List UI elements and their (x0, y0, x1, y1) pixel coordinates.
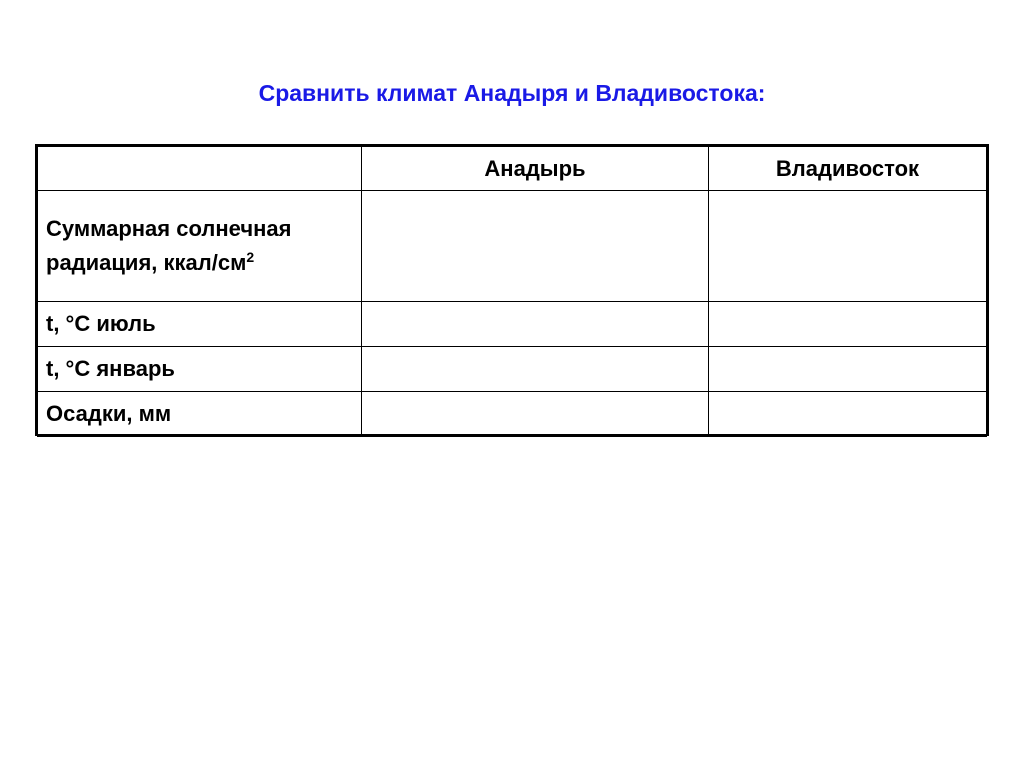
header-anadyr: Анадырь (362, 147, 709, 191)
page-title: Сравнить климат Анадыря и Владивостока: (258, 80, 766, 106)
climate-comparison-table (35, 144, 989, 436)
header-corner-cell (38, 147, 362, 191)
row-label-superscript: 2 (246, 249, 255, 265)
cell-solar-radiation-vladivostok[interactable] (709, 191, 987, 302)
table-row-july-temp (38, 302, 987, 347)
cell-july-temp-anadyr[interactable] (362, 302, 709, 347)
cell-precipitation-vladivostok[interactable] (709, 392, 987, 437)
cell-solar-radiation-anadyr[interactable] (362, 191, 709, 302)
cell-january-temp-vladivostok[interactable] (709, 347, 987, 392)
table-row-solar-radiation (38, 191, 987, 302)
row-label-text: Суммарная солнечная радиация, ккал/см (46, 216, 292, 275)
row-label-july-temp: t, °С июль (38, 302, 362, 347)
cell-january-temp-anadyr[interactable] (362, 347, 709, 392)
row-label-solar-radiation (38, 191, 362, 302)
table-header-row (38, 147, 987, 191)
row-label-january-temp: t, °С январь (38, 347, 362, 392)
cell-precipitation-anadyr[interactable] (362, 392, 709, 437)
header-vladivostok: Владивосток (709, 147, 987, 191)
table-row-precipitation (38, 392, 987, 437)
cell-july-temp-vladivostok[interactable] (709, 302, 987, 347)
table-row-january-temp (38, 347, 987, 392)
row-label-precipitation: Осадки, мм (38, 392, 362, 437)
table (37, 146, 987, 437)
